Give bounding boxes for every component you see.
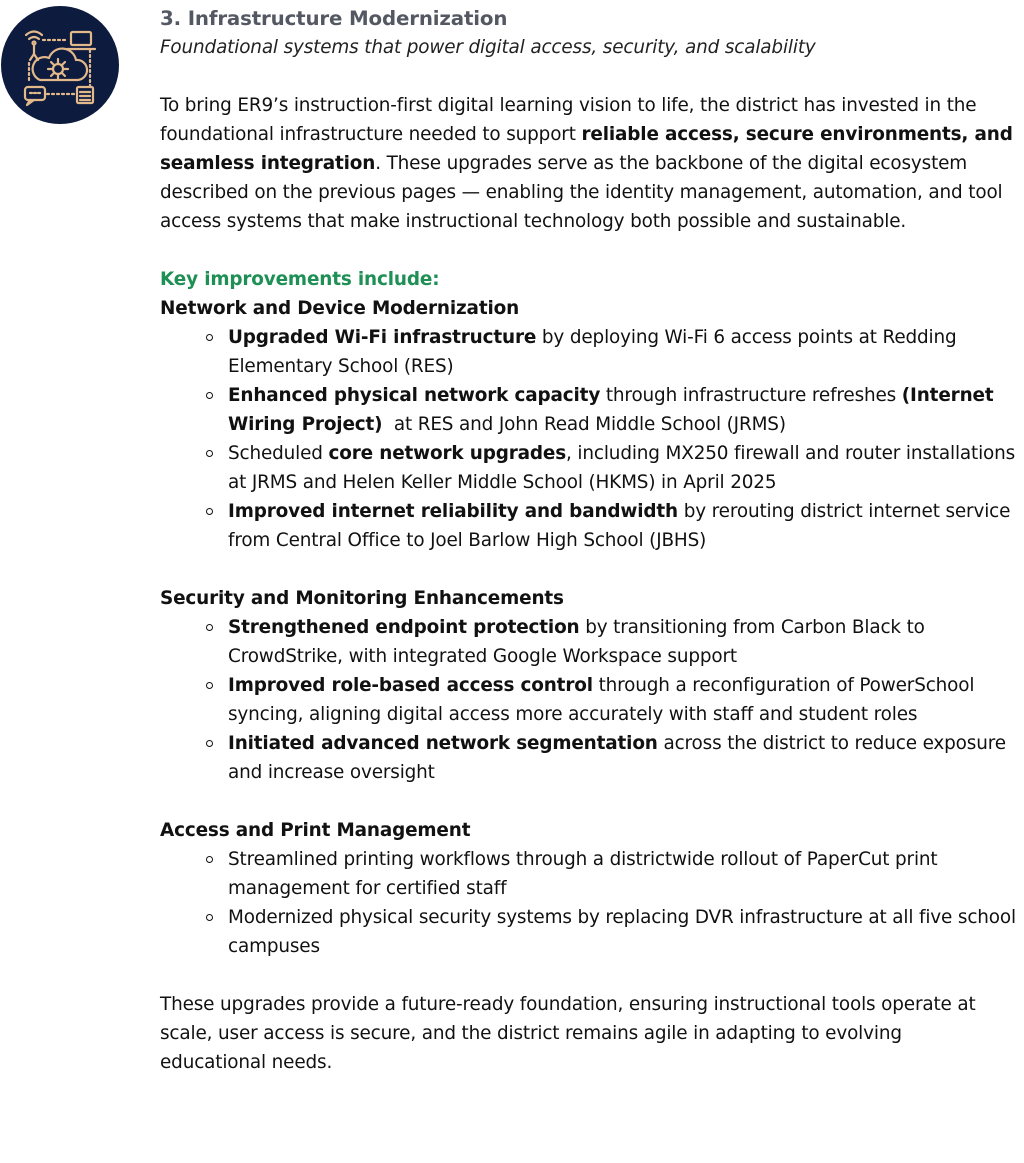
list-item (228, 903, 1020, 961)
item-text: , including MX250 firewall and router installations at JRMS and Helen Keller Middle School (HKMS) in April 2025 (228, 443, 1016, 493)
intro-bold-text: reliable access, secure environments, and seamless integration (160, 124, 1013, 174)
network-list (160, 323, 1020, 555)
item-text: by transitioning from Carbon Black to CrowdStrike, with integrated Google Workspace support (228, 617, 925, 667)
list-item (228, 845, 1020, 903)
list-item (228, 323, 1020, 381)
list-item (228, 381, 1020, 439)
closing-paragraph: These upgrades provide a future-ready foundation, ensuring instructional tools operate at scale, user access is secure, and the district remains agile in adapting to evolving educational needs. (160, 994, 976, 1073)
item-bold-2: (Internet Wiring Project) (228, 385, 994, 435)
key-improvements-heading: Key improvements include: (160, 269, 440, 290)
access-heading: Access and Print Management (160, 820, 471, 841)
item-bold: Enhanced physical network capacity (228, 385, 601, 406)
item-text: by deploying Wi-Fi 6 access points at Redding Elementary School (RES) (228, 327, 957, 377)
item-bold: Strengthened endpoint protection (228, 617, 580, 638)
list-item (228, 729, 1020, 787)
section-subtitle: Foundational systems that power digital access, security, and scalability (160, 37, 816, 58)
access-list (160, 845, 1020, 961)
intro-text-1: To bring ER9’s instruction-first digital learning vision to life, the district has invested in the foundational infrastructure needed to support (160, 95, 977, 145)
security-heading: Security and Monitoring Enhancements (160, 588, 564, 609)
list-item (228, 613, 1020, 671)
list-item (228, 497, 1020, 555)
item-pre: Scheduled (228, 443, 329, 464)
item-text: across the district to reduce exposure and increase oversight (228, 733, 1006, 783)
list-item (228, 439, 1020, 497)
item-text: Modernized physical security systems by replacing DVR infrastructure at all five school campuses (228, 907, 1016, 957)
item-text-2: at RES and John Read Middle School (JRMS) (382, 414, 786, 435)
intro-paragraph (160, 91, 1015, 236)
section-title: 3. Infrastructure Modernization (160, 7, 508, 30)
item-bold: Initiated advanced network segmentation (228, 733, 658, 754)
list-item (228, 671, 1020, 729)
item-text: through a reconfiguration of PowerSchool syncing, aligning digital access more accurately with staff and student roles (228, 675, 975, 725)
item-text: through infrastructure refreshes (600, 385, 902, 406)
item-bold: Improved role-based access control (228, 675, 593, 696)
item-text: Streamlined printing workflows through a districtwide rollout of PaperCut print management for certified staff (228, 849, 938, 899)
infrastructure-cloud-network-icon (0, 5, 120, 125)
item-bold: Upgraded Wi-Fi infrastructure (228, 327, 537, 348)
intro-text-2: . These upgrades serve as the backbone of the digital ecosystem described on the previous pages — enabling the identity management, automation, and tool access systems that make instructional technology both possible and sustainable. (160, 153, 1003, 232)
document-body (160, 4, 1020, 1077)
item-bold: core network upgrades (328, 443, 567, 464)
item-text: by rerouting district internet service from Central Office to Joel Barlow High School (JBHS) (228, 501, 1011, 551)
network-heading: Network and Device Modernization (160, 298, 520, 319)
item-bold: Improved internet reliability and bandwidth (228, 501, 679, 522)
security-list (160, 613, 1020, 787)
